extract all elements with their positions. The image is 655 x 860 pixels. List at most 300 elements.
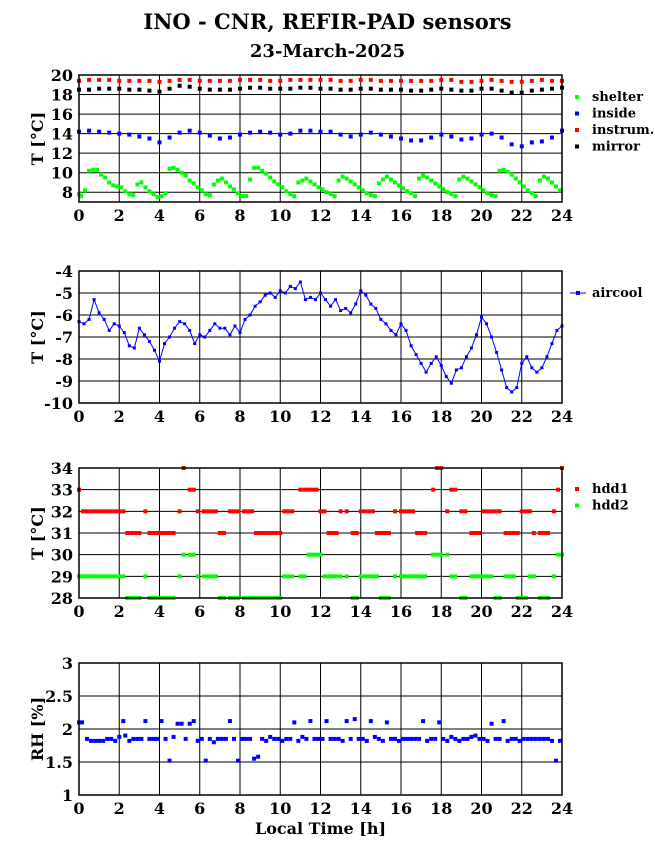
series-rh-point <box>97 739 101 743</box>
series-shelter-point <box>220 177 224 181</box>
series-aircool-point <box>123 331 126 334</box>
x-tick-label: 24 <box>550 799 574 818</box>
series-instrum-point <box>339 79 343 83</box>
series-inside-point <box>258 130 262 134</box>
x-tick-label: 14 <box>349 407 372 426</box>
series-inside-point <box>278 133 282 137</box>
series-hdd2-point <box>528 574 532 578</box>
chart-panel-1 <box>28 66 654 225</box>
series-hdd1-point <box>345 509 349 513</box>
series-aircool-point <box>485 322 488 325</box>
series-mirror-point <box>218 88 222 92</box>
series-instrum-point <box>520 80 524 84</box>
legend-label: shelter <box>592 90 644 105</box>
x-tick-label: 2 <box>113 407 125 426</box>
series-shelter-point <box>461 175 465 179</box>
series-rh-point <box>506 739 510 743</box>
series-hdd1-point <box>494 509 498 513</box>
series-aircool-point <box>329 305 332 308</box>
legend <box>575 482 629 514</box>
series-aircool-point <box>314 298 317 301</box>
series-shelter-point <box>409 191 413 195</box>
series-aircool-point <box>344 307 347 310</box>
series-instrum-point <box>248 78 252 82</box>
legend-label: hdd1 <box>592 482 629 497</box>
series-shelter-point <box>389 178 393 182</box>
series-shelter-point <box>264 172 268 176</box>
series-hdd1-point <box>335 531 339 535</box>
series-hdd2-point <box>327 574 331 578</box>
series-aircool-point <box>128 344 131 347</box>
series-hdd1-point <box>306 488 310 492</box>
series-aircool-point <box>244 318 247 321</box>
series-instrum-point <box>439 78 443 82</box>
series-rh-point <box>361 737 365 741</box>
series-rh-point <box>105 737 109 741</box>
series-instrum-point <box>459 80 463 84</box>
series-hdd1-point <box>172 531 176 535</box>
series-aircool-point <box>460 366 463 369</box>
y-tick-label: -5 <box>55 284 73 303</box>
series-instrum-point <box>238 78 242 82</box>
series-mirror-point <box>319 87 323 91</box>
series-shelter-point <box>236 191 240 195</box>
series-rh-point <box>421 719 425 723</box>
series-hdd2-point <box>93 574 97 578</box>
series-hdd1-point <box>546 531 550 535</box>
series-rh-point <box>101 739 105 743</box>
series-rh-point <box>473 734 477 738</box>
series-hdd2-point <box>532 574 536 578</box>
series-instrum-point <box>137 79 141 83</box>
series-rh-point <box>329 737 333 741</box>
series-hdd1-point <box>178 509 182 513</box>
series-shelter-point <box>325 190 329 194</box>
y-tick-label: 30 <box>50 545 73 565</box>
series-shelter-point <box>341 175 345 179</box>
x-tick-label: 18 <box>430 206 453 225</box>
series-mirror-point <box>308 86 312 90</box>
series-shelter-point <box>300 179 304 183</box>
series-shelter-point <box>453 194 457 198</box>
series-mirror-point <box>188 85 192 89</box>
series-aircool-point <box>163 342 166 345</box>
series-instrum-point <box>379 79 383 83</box>
x-tick-label: 22 <box>510 602 533 621</box>
series-rh-point <box>377 737 381 741</box>
series-mirror-point <box>449 88 453 92</box>
series-hdd2-point <box>210 574 214 578</box>
series-shelter-point <box>421 174 425 178</box>
series-aircool-point <box>465 355 468 358</box>
series-hdd1-point <box>310 488 314 492</box>
series-inside-point <box>87 129 91 133</box>
series-shelter-point <box>180 171 184 175</box>
series-rh-point <box>518 739 522 743</box>
series-instrum-point <box>480 79 484 83</box>
series-aircool-point <box>228 333 231 336</box>
series-rh-point <box>453 737 457 741</box>
x-tick-label: 14 <box>349 799 372 818</box>
series-rh-point <box>276 737 280 741</box>
series-shelter-point <box>232 187 236 191</box>
series-hdd1-point <box>218 531 222 535</box>
series-mirror-point <box>359 87 363 91</box>
series-rh-point <box>457 739 461 743</box>
series-inside-point <box>178 131 182 135</box>
series-shelter-point <box>151 192 155 196</box>
series-hdd1-point <box>371 509 375 513</box>
series-aircool-point <box>133 347 136 350</box>
series-shelter-point <box>296 180 300 184</box>
series-hdd2-point <box>323 574 327 578</box>
series-hdd1-point <box>168 531 172 535</box>
series-aircool-point <box>364 294 367 297</box>
series-hdd2-point <box>101 574 105 578</box>
series-instrum-point <box>359 78 363 82</box>
series-hdd1-point <box>155 531 159 535</box>
series-aircool-point <box>520 362 523 365</box>
series-hdd2-point <box>556 553 560 557</box>
series-mirror-point <box>127 88 131 92</box>
series-hdd1-point <box>250 509 254 513</box>
series-hdd2-point <box>298 574 302 578</box>
series-hdd2-point <box>121 574 125 578</box>
series-shelter-point <box>337 179 341 183</box>
series-hdd1-point <box>137 531 141 535</box>
series-instrum-point <box>298 78 302 82</box>
x-tick-label: 6 <box>194 206 206 225</box>
series-shelter-point <box>248 178 252 182</box>
series-hdd1-point <box>508 531 512 535</box>
series-aircool-point <box>389 329 392 332</box>
series-shelter-point <box>530 191 534 195</box>
series-hdd2-point <box>482 574 486 578</box>
series-hdd1-point <box>486 509 490 513</box>
series-mirror-point <box>399 88 403 92</box>
series-hdd2-point <box>367 574 371 578</box>
series-hdd1-point <box>490 509 494 513</box>
series-shelter-point <box>437 184 441 188</box>
series-hdd2-point <box>431 553 435 557</box>
series-hdd1-point <box>449 488 453 492</box>
series-inside-point <box>319 130 323 134</box>
series-inside-point <box>248 131 252 135</box>
series-rh-point <box>292 720 296 724</box>
series-hdd2-point <box>490 574 494 578</box>
series-aircool-point <box>450 382 453 385</box>
series-aircool-point <box>213 322 216 325</box>
series-mirror-point <box>469 89 473 93</box>
series-aircool-point <box>264 294 267 297</box>
series-inside-point <box>107 131 111 135</box>
series-rh-point <box>208 737 212 741</box>
series-aircool-point <box>193 342 196 345</box>
series-inside-point <box>208 134 212 138</box>
series-inside-point <box>168 136 172 140</box>
x-tick-label: 4 <box>153 407 166 426</box>
series-rh-point <box>510 737 514 741</box>
series-rh-point <box>345 719 349 723</box>
x-tick-label: 16 <box>389 602 413 621</box>
series-mirror-point <box>459 89 463 93</box>
series-mirror-point <box>107 87 111 91</box>
series-shelter-point <box>260 169 264 173</box>
series-shelter-point <box>490 193 494 197</box>
y-axis-label: T [°C] <box>28 310 47 364</box>
series-aircool-point <box>495 351 498 354</box>
series-aircool-point <box>545 355 548 358</box>
series-rh-point <box>461 737 465 741</box>
series-hdd2-point <box>105 574 109 578</box>
series-inside-point <box>339 133 343 137</box>
series-aircool-point <box>540 366 543 369</box>
series-hdd1-point <box>477 531 481 535</box>
series-rh-point <box>526 737 530 741</box>
series-mirror-point <box>298 86 302 90</box>
series-inside-point <box>268 131 272 135</box>
series-aircool-point <box>274 296 277 299</box>
series-rh-point <box>220 737 224 741</box>
series-shelter-point <box>469 179 473 183</box>
series-hdd2-point <box>399 574 403 578</box>
series-hdd2-point <box>375 574 379 578</box>
series-hdd2-point <box>371 574 375 578</box>
series-aircool-point <box>525 355 528 358</box>
series-hdd2-point <box>97 574 101 578</box>
series-aircool-point <box>148 340 151 343</box>
series-rh-point <box>180 722 184 726</box>
series-shelter-point <box>91 168 95 172</box>
series-shelter-point <box>385 175 389 179</box>
series-instrum-point <box>510 80 514 84</box>
series-hdd1-point <box>453 488 457 492</box>
series-inside-point <box>449 135 453 139</box>
series-rh-point <box>288 737 292 741</box>
series-rh-point <box>449 735 453 739</box>
series-inside-point <box>520 144 524 148</box>
series-rh-point <box>296 739 300 743</box>
series-aircool-point <box>435 355 438 358</box>
x-tick-label: 4 <box>153 602 166 621</box>
series-shelter-point <box>139 180 143 184</box>
series-instrum-point <box>369 78 373 82</box>
series-rh-point <box>304 737 308 741</box>
series-shelter-point <box>280 185 284 189</box>
series-rh-point <box>546 737 550 741</box>
series-hdd2-point <box>415 574 419 578</box>
series-aircool-point <box>359 289 362 292</box>
series-mirror-point <box>530 89 534 93</box>
series-shelter-point <box>304 177 308 181</box>
series-shelter-point <box>99 173 103 177</box>
series-hdd1-point <box>302 488 306 492</box>
series-shelter-point <box>172 166 176 170</box>
series-hdd1-point <box>206 509 210 513</box>
series-inside-point <box>147 137 151 141</box>
series-inside-point <box>379 133 383 137</box>
series-hdd1-point <box>431 488 435 492</box>
series-shelter-point <box>244 194 248 198</box>
series-inside-point <box>550 136 554 140</box>
x-tick-label: 24 <box>550 206 574 225</box>
legend-marker <box>575 112 579 116</box>
series-hdd2-point <box>423 574 427 578</box>
series-hdd1-point <box>359 509 363 513</box>
y-tick-label: 1 <box>61 786 73 805</box>
series-hdd1-point <box>532 531 536 535</box>
series-rh-point <box>369 719 373 723</box>
series-instrum-point <box>127 79 131 83</box>
x-tick-label: 20 <box>470 799 493 818</box>
series-hdd1-point <box>188 488 192 492</box>
chart-panel-2 <box>28 262 642 426</box>
series-rh-point <box>486 739 490 743</box>
series-hdd1-point <box>504 531 508 535</box>
series-mirror-point <box>369 87 373 91</box>
series-mirror-point <box>198 87 202 91</box>
series-hdd1-point <box>482 509 486 513</box>
series-mirror-point <box>208 88 212 92</box>
series-rh-point <box>522 737 526 741</box>
series-rh-point <box>272 737 276 741</box>
series-instrum-point <box>308 78 312 82</box>
series-instrum-point <box>158 80 162 84</box>
series-inside-point <box>469 137 473 141</box>
x-tick-label: 18 <box>430 799 453 818</box>
series-aircool-point <box>198 333 201 336</box>
series-hdd1-point <box>419 531 423 535</box>
series-shelter-point <box>534 194 538 198</box>
series-hdd2-point <box>306 553 310 557</box>
series-shelter-point <box>329 192 333 196</box>
series-shelter-point <box>276 182 280 186</box>
series-shelter-point <box>256 166 260 170</box>
x-tick-label: 0 <box>73 602 85 621</box>
series-hdd1-point <box>286 509 290 513</box>
y-tick-label: -4 <box>55 262 73 281</box>
series-shelter-point <box>510 173 514 177</box>
series-inside-point <box>218 137 222 141</box>
series-mirror-point <box>329 87 333 91</box>
series-aircool-point <box>379 318 382 321</box>
series-rh-point <box>381 739 385 743</box>
series-shelter-point <box>308 179 312 183</box>
series-hdd1-point <box>105 509 109 513</box>
series-shelter-point <box>268 176 272 180</box>
y-tick-label: -10 <box>44 394 73 413</box>
series-hdd2-point <box>477 574 481 578</box>
series-hdd2-point <box>206 574 210 578</box>
series-rh-point <box>325 719 329 723</box>
series-hdd2-point <box>182 553 186 557</box>
series-shelter-point <box>155 195 159 199</box>
series-instrum-point <box>107 78 111 82</box>
y-tick-label: 10 <box>50 163 73 183</box>
series-aircool-point <box>259 300 262 303</box>
series-rh-point <box>85 737 89 741</box>
series-instrum-point <box>419 79 423 83</box>
series-aircool-point <box>113 322 116 325</box>
series-rh-point <box>176 722 180 726</box>
y-tick-label: 16 <box>50 105 73 125</box>
series-rh-point <box>365 739 369 743</box>
series-hdd1-point <box>89 509 93 513</box>
series-shelter-point <box>316 185 320 189</box>
series-hdd1-point <box>445 509 449 513</box>
series-aircool-point <box>309 296 312 299</box>
series-hdd1-point <box>393 509 397 513</box>
series-hdd1-point <box>117 509 121 513</box>
series-aircool-point <box>420 362 423 365</box>
series-shelter-point <box>131 193 135 197</box>
series-mirror-point <box>248 86 252 90</box>
series-aircool-point <box>510 391 513 394</box>
series-hdd1-point <box>363 509 367 513</box>
y-tick-label: 20 <box>50 66 73 85</box>
series-inside-point <box>158 140 162 144</box>
x-tick-label: 20 <box>470 407 493 426</box>
series-hdd2-point <box>339 574 343 578</box>
series-shelter-point <box>240 194 244 198</box>
series-hdd1-point <box>314 488 318 492</box>
series-mirror-point <box>500 89 504 93</box>
series-mirror-point <box>349 88 353 92</box>
series-shelter-point <box>413 194 417 198</box>
series-hdd1-point <box>538 531 542 535</box>
series-rh-point <box>80 720 84 724</box>
series-hdd1-point <box>516 531 520 535</box>
series-aircool-point <box>475 333 478 336</box>
series-hdd2-point <box>286 574 290 578</box>
series-shelter-point <box>494 194 498 198</box>
series-inside-point <box>540 139 544 143</box>
series-inside-point <box>419 138 423 142</box>
series-aircool-point <box>394 333 397 336</box>
legend-marker <box>576 291 580 295</box>
series-hdd2-point <box>473 574 477 578</box>
series-instrum-point <box>349 79 353 83</box>
legend-label: hdd2 <box>592 498 629 514</box>
series-shelter-point <box>514 177 518 181</box>
series-rh-point <box>268 735 272 739</box>
series-hdd1-point <box>528 509 532 513</box>
series-hdd1-point <box>351 531 355 535</box>
series-instrum-point <box>500 79 504 83</box>
series-instrum-point <box>87 78 91 82</box>
series-hdd2-point <box>202 574 206 578</box>
series-aircool-point <box>405 329 408 332</box>
series-mirror-point <box>178 84 182 88</box>
series-hdd2-point <box>411 574 415 578</box>
series-instrum-point <box>449 78 453 82</box>
series-rh-point <box>413 737 417 741</box>
series-shelter-point <box>345 177 349 181</box>
series-shelter-point <box>111 183 115 187</box>
series-rh-point <box>308 719 312 723</box>
series-rh-point <box>155 737 159 741</box>
series-rh-point <box>482 737 486 741</box>
series-rh-point <box>357 737 361 741</box>
series-shelter-point <box>550 180 554 184</box>
series-shelter-point <box>288 192 292 196</box>
series-inside-point <box>188 129 192 133</box>
series-aircool-point <box>168 336 171 339</box>
series-shelter-point <box>401 186 405 190</box>
series-rh-point <box>502 719 506 723</box>
x-tick-label: 0 <box>73 407 85 426</box>
series-shelter-point <box>284 189 288 193</box>
